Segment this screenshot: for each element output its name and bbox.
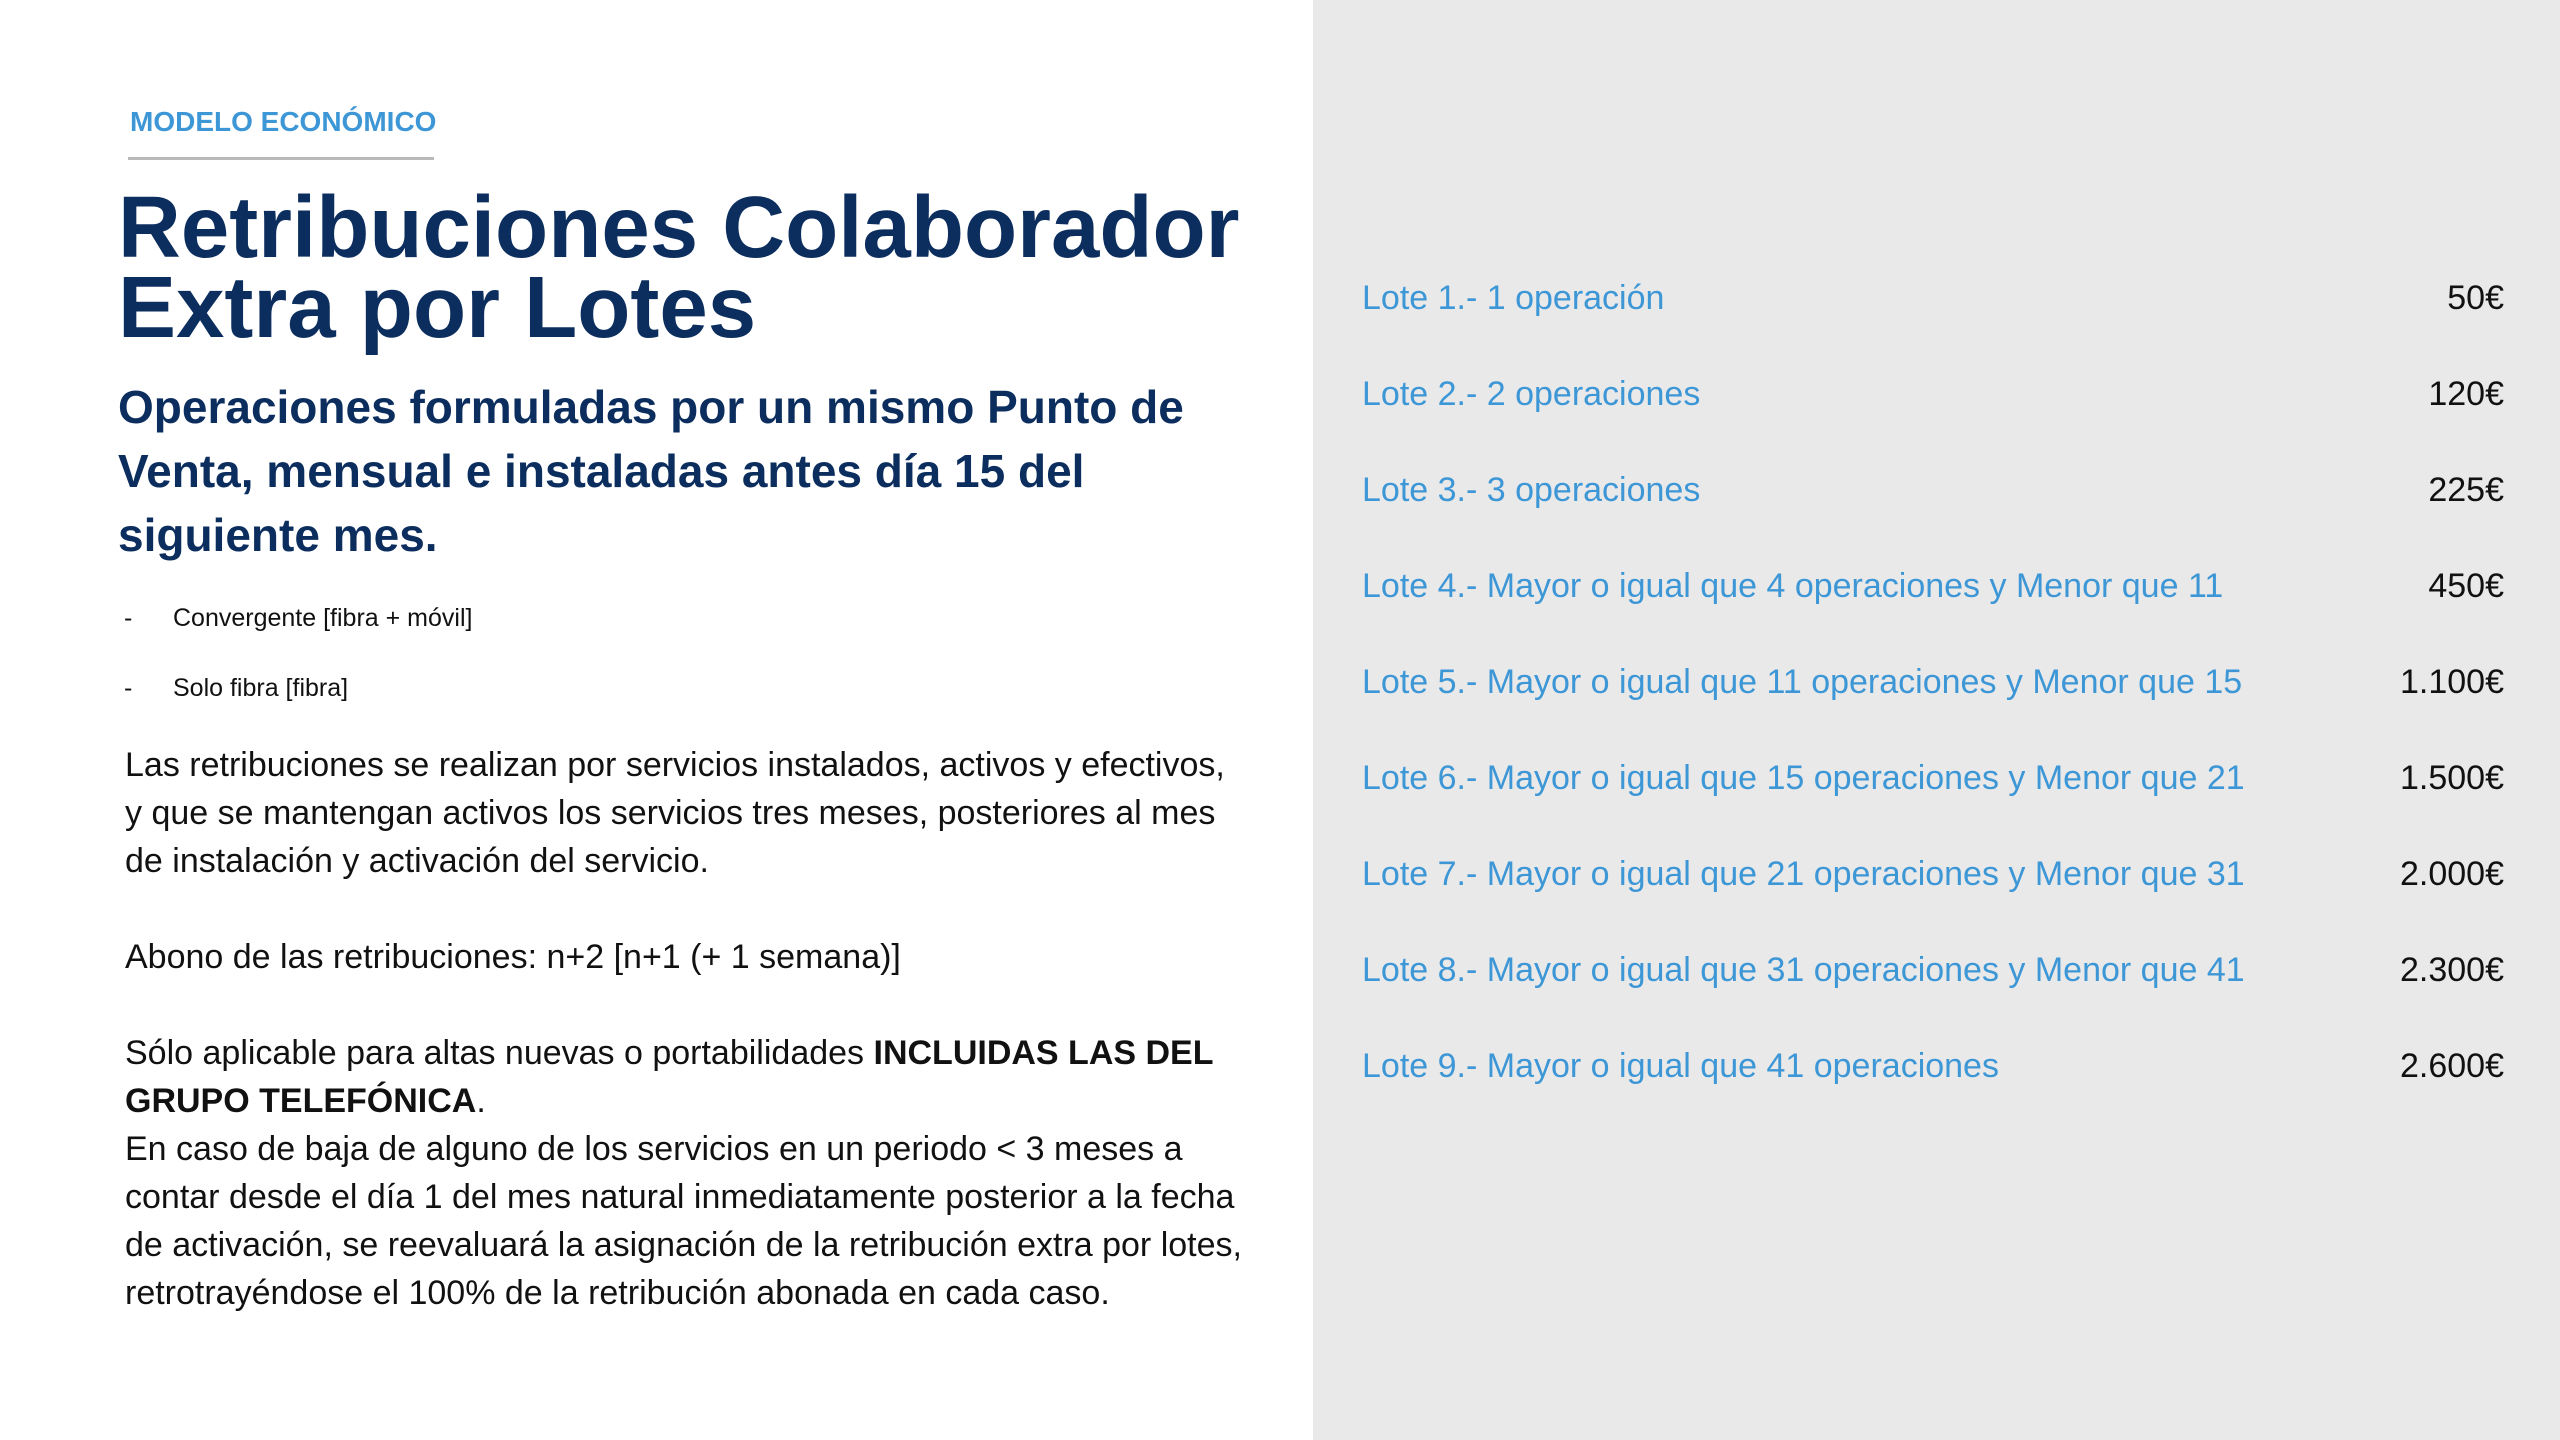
bullet-dash: -	[124, 674, 133, 702]
lote-row	[1362, 846, 2504, 942]
page-subtitle: Operaciones formuladas por un mismo Punto de Venta, mensual e instaladas antes día 15 del siguiente mes.	[118, 381, 1184, 561]
lote-value: 2.000€	[2400, 855, 2504, 893]
bullet-text: Convergente [fibra + móvil]	[173, 604, 473, 632]
title-line-1: Retribuciones Colaborador	[118, 179, 1240, 276]
lote-label: Lote 6.- Mayor o igual que 15 operaciones y Menor que 21	[1362, 759, 2245, 797]
lote-label: Lote 8.- Mayor o igual que 31 operaciones y Menor que 41	[1362, 951, 2245, 989]
paragraph-abono: Abono de las retribuciones: n+2 [n+1 (+ 1 semana)]	[125, 938, 901, 976]
lote-value: 2.300€	[2400, 951, 2504, 989]
section-tag: MODELO ECONÓMICO	[130, 106, 437, 137]
lote-row	[1362, 942, 2504, 1038]
lote-value: 120€	[2428, 375, 2504, 413]
title-line-2: Extra por Lotes	[118, 259, 757, 356]
lote-label: Lote 7.- Mayor o igual que 21 operaciones y Menor que 31	[1362, 855, 2245, 893]
bullet-item	[124, 668, 1024, 738]
lote-label: Lote 1.- 1 operación	[1362, 279, 1665, 317]
lote-value: 50€	[2447, 279, 2504, 317]
bullet-dash: -	[124, 604, 133, 632]
bullet-text: Solo fibra [fibra]	[173, 674, 349, 702]
lote-row	[1362, 366, 2504, 462]
lote-label: Lote 5.- Mayor o igual que 11 operaciones y Menor que 15	[1362, 663, 2243, 701]
lote-label: Lote 3.- 3 operaciones	[1362, 471, 1701, 509]
bullet-list	[124, 598, 1024, 738]
aplicable-bold-text: INCLUIDAS LAS DEL GRUPO TELEFÓNICA	[125, 1034, 1213, 1120]
lote-row	[1362, 462, 2504, 558]
lote-value: 225€	[2428, 471, 2504, 509]
lote-label: Lote 9.- Mayor o igual que 41 operaciones	[1362, 1047, 1999, 1085]
lote-value: 450€	[2428, 567, 2504, 605]
lote-row	[1362, 1038, 2504, 1134]
aplicable-text: Sólo aplicable para altas nuevas o portabilidades	[125, 1034, 874, 1072]
lotes-list	[1362, 270, 2504, 1134]
lote-label: Lote 4.- Mayor o igual que 4 operaciones y Menor que 11	[1362, 567, 2224, 605]
paragraph-baja: En caso de baja de alguno de los servicios en un periodo < 3 meses a contar desde el día 1 del mes natural inmediatamente posterior a la fecha de activación, se reevaluará la asignación de la retribución extra por lotes, retrotrayéndose el 100% de la retribución abonada en cada caso.	[125, 1130, 1242, 1312]
lote-value: 2.600€	[2400, 1047, 2504, 1085]
lote-row	[1362, 750, 2504, 846]
page-title	[118, 179, 1298, 356]
paragraph-retribuciones: Las retribuciones se realizan por servicios instalados, activos y efectivos, y que se mantengan activos los servicios tres meses, posteriores al mes de instalación y activación del servicio.	[125, 746, 1225, 880]
lote-row	[1362, 558, 2504, 654]
paragraph-aplicable	[125, 1029, 1245, 1125]
section-divider	[128, 157, 434, 160]
bullet-item	[124, 598, 1024, 668]
lote-row	[1362, 270, 2504, 366]
lote-label: Lote 2.- 2 operaciones	[1362, 375, 1701, 413]
lote-value: 1.500€	[2400, 759, 2504, 797]
lote-value: 1.100€	[2400, 663, 2504, 701]
lote-row	[1362, 654, 2504, 750]
aplicable-end: .	[476, 1082, 486, 1120]
